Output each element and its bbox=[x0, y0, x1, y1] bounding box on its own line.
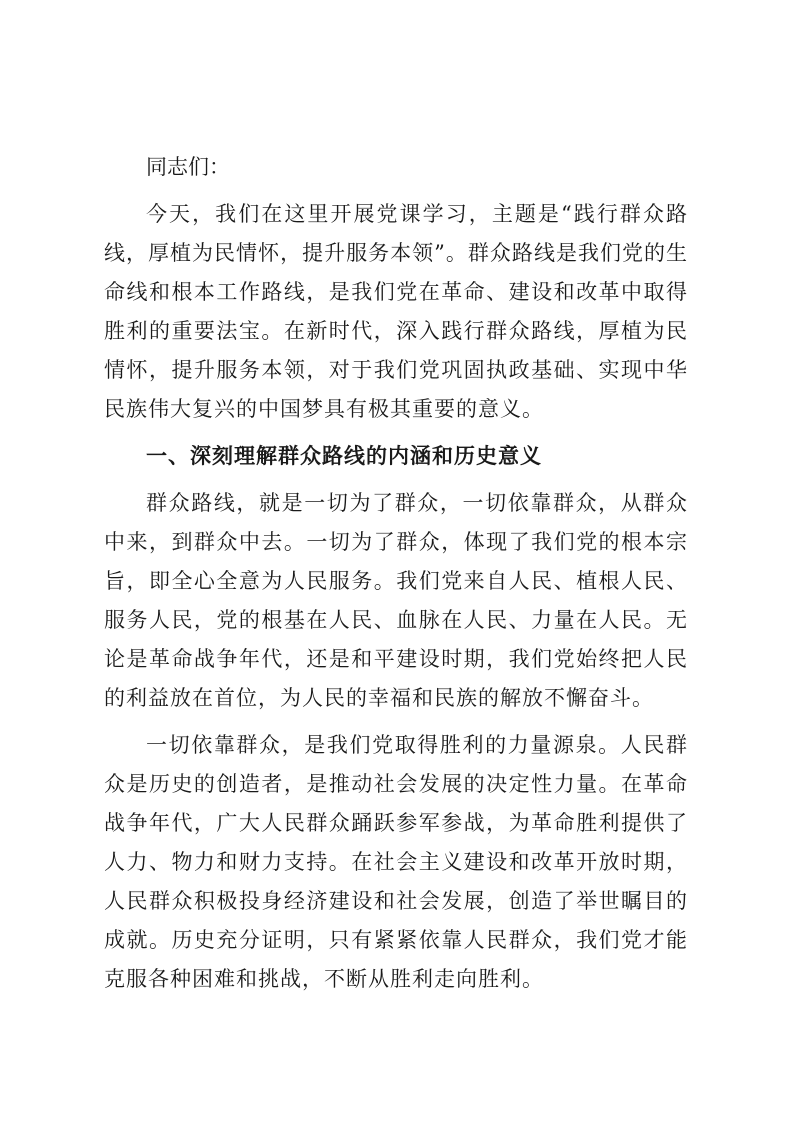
intro-paragraph: 今天，我们在这里开展党课学习，主题是“践行群众路线，厚植为民情怀，提升服务本领”。群众路线是我们党的生命线和根本工作路线，是我们党在革命、建设和改革中取得胜利的重要法宝。在新时代，深入践行群众路线，厚植为民情怀，提升服务本领，对于我们党巩固执政基础、实现中华民族伟大复兴的中国梦具有极其重要的意义。 bbox=[104, 202, 688, 421]
body-paragraph-2: 一切依靠群众，是我们党取得胜利的力量源泉。人民群众是历史的创造者，是推动社会发展的决定性力量。在革命战争年代，广大人民群众踊跃参军参战，为革命胜利提供了人力、物力和财力支持。在社会主义建设和改革开放时期，人民群众积极投身经济建设和社会发展，创造了举世瞩目的成就。历史充分证明，只有紧紧依靠人民群众，我们党才能克服各种困难和挑战，不断从胜利走向胜利。 bbox=[104, 733, 688, 991]
document-page bbox=[104, 148, 688, 1007]
salutation: 同志们： bbox=[146, 155, 230, 179]
body-paragraph-1: 群众路线，就是一切为了群众，一切依靠群众，从群众中来，到群众中去。一切为了群众，体现了我们党的根本宗旨，即全心全意为人民服务。我们党来自人民、植根人民、服务人民，党的根基在人民、血脉在人民、力量在人民。无论是革命战争年代，还是和平建设时期，我们党始终把人民的利益放在首位，为人民的幸福和民族的解放不懈奋斗。 bbox=[104, 491, 688, 710]
section-heading: 一、深刻理解群众路线的内涵和历史意义 bbox=[146, 444, 542, 468]
